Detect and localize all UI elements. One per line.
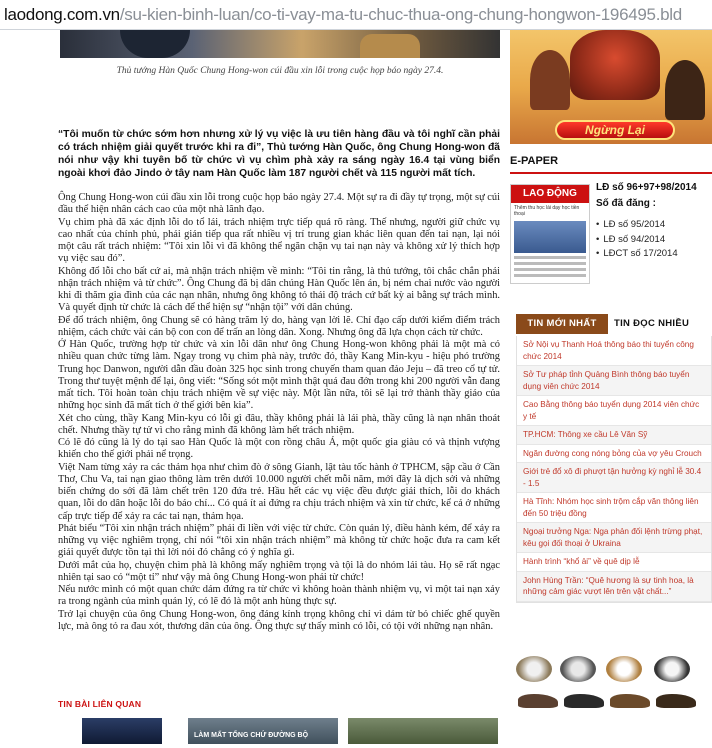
address-bar[interactable] <box>0 0 712 30</box>
paragraph: Ông Chung Hong-won cúi đầu xin lỗi trong cuộc họp báo ngày 27.4. Một sự ra đi đầy tự trọng, một sự cúi đầu thể hiện nhân cách cao của một nhà lãnh đạo. <box>58 192 500 216</box>
epaper-cover-thumbnail[interactable] <box>510 184 590 284</box>
past-issue-link[interactable]: • LĐ số 95/2014 <box>596 218 678 233</box>
url-host: laodong.com.vn <box>4 4 120 24</box>
news-item-link[interactable]: Giới trẻ đổ xô đi phượt tận hưởng kỳ nghỉ lễ 30.4 - 1.5 <box>517 463 711 493</box>
tab-most-read[interactable]: TIN ĐỌC NHIỀU <box>614 318 690 329</box>
shoe-ad-image[interactable] <box>564 694 604 708</box>
news-item-link[interactable]: Cao Bằng thông báo tuyển dụng 2014 viên chức y tế <box>517 396 711 426</box>
article-body <box>58 192 500 633</box>
related-thumb[interactable] <box>82 718 162 744</box>
section-divider <box>510 172 712 174</box>
article-hero-image <box>60 30 500 58</box>
news-item-link[interactable]: Ngoại trưởng Nga: Nga phản đối lệnh trừng phạt, kêu gọi đối thoại ở Ukraina <box>517 523 711 553</box>
related-articles-title: TIN BÀI LIÊN QUAN <box>58 699 142 709</box>
paragraph: Ở Hàn Quốc, trường hợp từ chức và xin lỗi dân như ông Chung Hong-won không phải là một mà có nhiều quan chức từng làm. Ngay trong vụ chìm phà này, trước đó, thầy Kang Min-kyu - hiệu phó trường Trung học Danwon, người dẫn đầu đoàn 325 học sinh trong chuyến tham quan đảo Jeju – đã treo cổ tự tử. Trong thư tuyệt mệnh để lại, ông viết: “Sống sót một mình thật quá đau đớn trong khi 200 người vẫn đang mất tích. Tôi hoàn toàn chịu trách nhiệm về sự việc này. Một lần nữa, tôi sẽ lại trở thành thầy giáo của những học sinh đã mất tích ở thế giới bên kia”. <box>58 339 500 412</box>
news-item-link[interactable]: Hà Tĩnh: Nhóm học sinh trộm cắp văn thông liên đến 50 triệu đồng <box>517 493 711 523</box>
news-item-link[interactable]: Hành trình “khổ ải” về quê dịp lễ <box>517 553 711 572</box>
paragraph: Vụ chìm phà đã xác định lỗi do tổ lái, trách nhiệm trực tiếp quá rõ ràng. Thế nhưng, người giữ chức vụ cao nhất của chính phủ, phải gián tiếp qua rất nhiều vị trí trung gian khác liên quan đến tai nạn, lại nói một câu rất trách nhiệm: “Tôi xin lỗi vì đã không thể ngăn chặn vụ tai nạn này và không xử lý thích hợp vụ việc sau đó”. <box>58 216 500 265</box>
related-thumb-text: LÀM MẤT TỔNG CHỨ ĐƯỜNG BỘ <box>194 732 309 739</box>
news-item-link[interactable]: John Hùng Trần: “Quê hương là sự tinh hoa, là những cảm giác vượt lên trên vật chất...” <box>517 572 711 602</box>
paragraph: Để đổ trách nhiệm, ông Chung sẽ có hàng trăm lý do, hàng vạn lời lẽ. Chỉ đạo cấp dưới kiểm điểm trách nhiệm, cách chức vài cán bộ con con để trấn an lòng dân. Xong. Nhưng ông đã lựa chọn cách từ chức. <box>58 314 500 338</box>
news-item-link[interactable]: Sở Tư pháp tỉnh Quảng Bình thông báo tuyển dụng viên chức 2014 <box>517 366 711 396</box>
paragraph: Trở lại chuyện của ông Chung Hong-won, ông đáng kính trọng không chỉ vì dám từ bỏ chiếc ghế quyền lực, mà ông tỏ ra đau xót, thương dân của ông. Ông thực sự thấy mình có lỗi, có tội với những nạn nhân. <box>58 608 500 632</box>
watch-ad-image[interactable] <box>516 656 552 682</box>
paragraph: Nếu nước mình có một quan chức dám đứng ra từ chức vì không hoàn thành nhiệm vụ, vì một tai nạn xảy ra trong ngành của mình quản lý, có lẽ đó là một anh hùng thực sự. <box>58 584 500 608</box>
current-issue-link[interactable]: LĐ số 96+97+98/2014 <box>596 182 697 193</box>
past-issues-list <box>596 218 678 262</box>
paragraph: Việt Nam từng xảy ra các thảm họa như chìm đò ở sông Gianh, lật tàu tốc hành ở TPHCM, sập cầu ở Cần Thơ, Chu Va, tai nạn giao thông làm trên dưới 10.000 người chết mỗi năm, mới đây là dịch sởi và những biến chứng do sởi đã làm chết trên 120 đứa trẻ. Hầu hết các vụ việc đều được giải thích, lỗi do khách quan, lỗi do dân hoặc lỗi do báo chí... Có quá ít ai đứng ra chịu trách nhiệm và xin từ chức, kể cả ở những cấp trực tiếp để xảy ra các tai nạn, thảm họa. <box>58 461 500 522</box>
paragraph: Dưới mắt của họ, chuyện chìm phà là không mấy nghiêm trọng và tội là do nhóm lái tàu. Họ sẽ rất ngạc nhiên tại sao có “một tỉ” như vậy mà ông Chung Hong-won phải từ chức! <box>58 559 500 583</box>
watch-ad-image[interactable] <box>560 656 596 682</box>
shoe-ad-image[interactable] <box>610 694 650 708</box>
tab-latest-news[interactable]: TIN MỚI NHẤT <box>516 314 608 334</box>
paragraph: Phát biểu “Tôi xin nhận trách nhiệm” phải đi liền với việc từ chức. Còn quản lý, điều hành kém, để xảy ra những vụ việc nghiêm trọng, chỉ nói “tôi xin nhận trách nhiệm” mà không từ chức hoặc đưa ra cam kết giải quyết được tồn tại thì lời nói đó chẳng có ý nghĩa gì. <box>58 522 500 559</box>
paragraph: Xét cho cùng, thầy Kang Min-kyu có lỗi gì đâu, thầy không phải là lái phà, thầy cũng là nạn nhân thoát chết. Nhưng thầy tự tử vì cho rằng mình đã không làm hết trách nhiệm. <box>58 412 500 436</box>
sidebar <box>506 30 712 712</box>
related-thumbnails <box>58 718 500 748</box>
paragraph: Có lẽ đó cũng là lý do tại sao Hàn Quốc là một con rồng châu Á, một quốc gia giàu có và thịnh vượng khiến cho thế giới phải nể trọng. <box>58 437 500 461</box>
news-item-link[interactable]: TP.HCM: Thông xe cầu Lê Văn Sỹ <box>517 426 711 445</box>
game-ad-banner[interactable] <box>510 30 712 144</box>
published-issues-label: Số đã đăng : <box>596 198 656 209</box>
article-lead: “Tôi muốn từ chức sớm hơn nhưng xử lý vụ việc là ưu tiên hàng đầu và tôi nghĩ cần phải có trách nhiệm giải quyết trước khi ra đi”, Thủ tướng Hàn Quốc, ông Chung Hong-won đã nói như vậy khi tuyên bố từ chức vì vụ chìm phà xảy ra sáng ngày 16.4 tại vùng biển ngoài khơi đảo Jindo ở tây nam Hàn Quốc làm 187 người chết và 115 người mất tích. <box>58 129 500 179</box>
stop-button[interactable]: Ngừng Lại <box>555 120 675 140</box>
watch-ad-image[interactable] <box>606 656 642 682</box>
cover-headline: Thêm thu học lái dạy học tiền thoại <box>514 205 580 217</box>
related-thumb[interactable] <box>348 718 498 744</box>
product-ads[interactable] <box>510 652 712 712</box>
news-tabs <box>516 314 712 334</box>
latest-news-list <box>516 336 712 603</box>
cover-masthead: LAO ĐỘNG <box>511 185 589 203</box>
news-item-link[interactable]: Ngăn đường cong nóng bỏng của vợ yêu Crouch <box>517 445 711 464</box>
shoe-ad-image[interactable] <box>656 694 696 708</box>
epaper-title: E-PAPER <box>510 155 559 167</box>
past-issue-link[interactable]: • LĐ số 94/2014 <box>596 233 678 248</box>
past-issue-link[interactable]: • LĐCT số 17/2014 <box>596 247 678 262</box>
related-thumb[interactable] <box>188 718 338 744</box>
watch-ad-image[interactable] <box>654 656 690 682</box>
article-column <box>52 30 500 739</box>
paragraph: Không đổ lỗi cho bất cứ ai, mà nhận trách nhiệm về mình: “Tôi tin rằng, là thủ tướng, tôi chắc chắn phải nhận trách nhiệm và từ chức”. Ông Chung đã bị dân chúng Hàn Quốc lên án, bị ném chai nước vào người khi đi thăm gia đình của các nạn nhân, nhưng ông không tỏ thái độ trách cứ bất kỳ ai bằng sự trách mình. Và quyết định từ chức là cách để thể hiện sự “nhận tội” với dân chúng. <box>58 265 500 314</box>
news-item-link[interactable]: Sở Nội vụ Thanh Hoá thông báo thi tuyển công chức 2014 <box>517 336 711 366</box>
shoe-ad-image[interactable] <box>518 694 558 708</box>
url-path: /su-kien-binh-luan/co-ti-vay-ma-tu-chuc-thua-ong-chung-hongwon-196495.bld <box>119 4 682 24</box>
image-caption: Thủ tướng Hàn Quốc Chung Hong-won cúi đầu xin lỗi trong cuộc họp báo ngày 27.4. <box>116 66 444 76</box>
